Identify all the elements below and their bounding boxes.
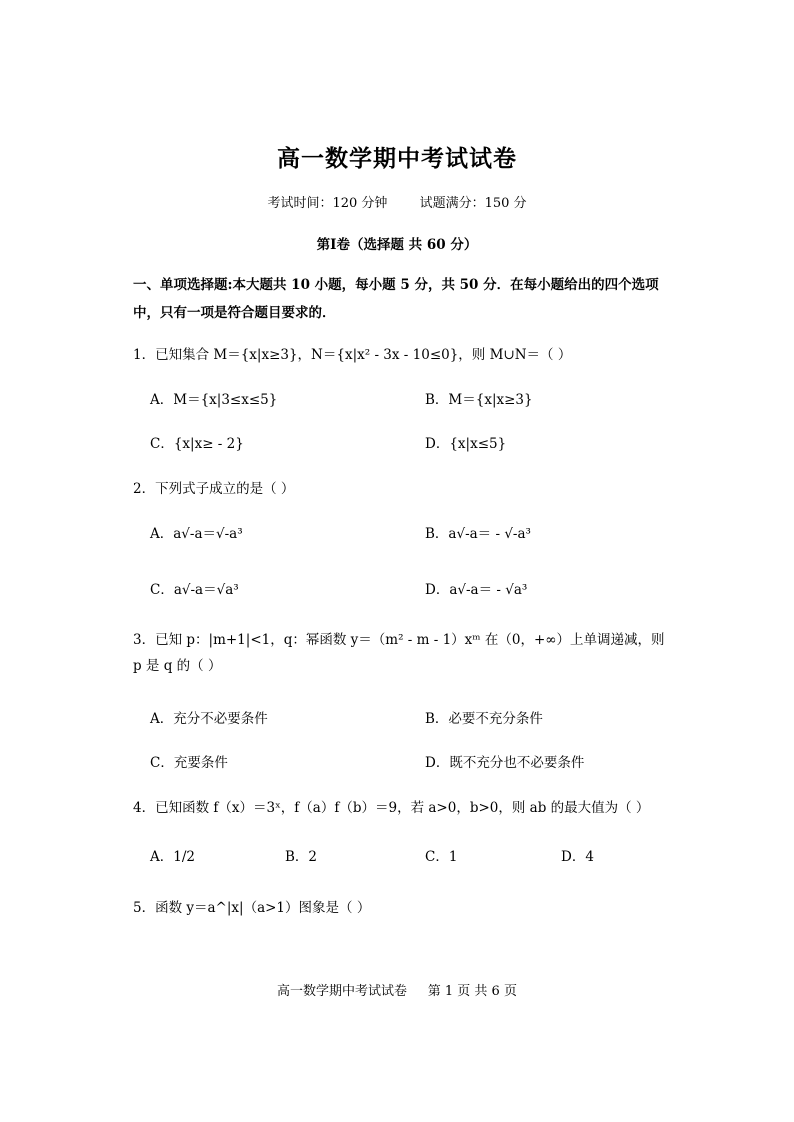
- question-2-option-d: D．a√-a＝ - √a³: [425, 582, 528, 598]
- question-5: [133, 896, 370, 916]
- page-footer: [0, 980, 794, 999]
- section-instructions: 一、单项选择题:本大题共 10 小题，每小题 5 分，共 50 分．在每小题给出的四个选项中，只有一项是符合题目要求的．: [133, 277, 659, 321]
- exam-score: 试题满分：150 分: [419, 196, 527, 211]
- question-3-text: 3．已知 p：|m+1|<1，q：幂函数 y＝（m² - m - 1）xᵐ 在（0，+∞）上单调递减，则 p 是 q 的（ ）: [133, 632, 665, 674]
- exam-time: 考试时间：120 分钟: [267, 196, 388, 211]
- question-4-option-b: B．2: [285, 849, 318, 865]
- question-5-text: 5．函数 y＝a^|x|（a>1）图象是（ ）: [133, 900, 371, 916]
- question-3-option-a: A．充分不必要条件: [150, 711, 268, 727]
- question-1-option-b: B．M＝{x|x≥3}: [425, 392, 533, 408]
- question-1-option-d: D．{x|x≤5}: [425, 436, 507, 452]
- question-4: [133, 796, 649, 816]
- question-2-option-a: A．a√-a＝√-a³: [150, 526, 243, 542]
- page-title: 高一数学期中考试试卷: [277, 146, 517, 172]
- footer-page-number: 第 1 页 共 6 页: [427, 984, 517, 999]
- exam-info: [0, 192, 794, 211]
- question-3-option-c: C．充要条件: [150, 755, 228, 771]
- question-3: [133, 627, 665, 679]
- section-title: 第Ⅰ卷（选择题 共 60 分）: [316, 237, 478, 253]
- footer-label: 高一数学期中考试试卷: [277, 984, 408, 999]
- question-1-option-c: C．{x|x≥ - 2}: [150, 436, 244, 452]
- question-1-text: 1．已知集合 M＝{x|x≥3}，N＝{x|x² - 3x - 10≤0}，则 M∪N＝（ ）: [133, 347, 572, 363]
- question-2-text: 2．下列式子成立的是（ ）: [133, 481, 295, 497]
- question-4-option-d: D．4: [561, 849, 594, 865]
- question-4-option-a: A．1/2: [150, 849, 195, 865]
- question-1-option-a: A．M＝{x|3≤x≤5}: [150, 392, 278, 408]
- question-2-option-b: B．a√-a＝ - √-a³: [425, 526, 531, 542]
- question-4-text: 4．已知函数 f（x）＝3ˣ，f（a）f（b）＝9，若 a>0，b>0，则 ab 的最大值为（ ）: [133, 800, 650, 816]
- question-2-option-c: C．a√-a＝√a³: [150, 582, 239, 598]
- question-2: [133, 477, 294, 497]
- question-3-option-b: B．必要不充分条件: [425, 711, 543, 727]
- question-4-option-c: C．1: [425, 849, 458, 865]
- question-3-option-d: D．既不充分也不必要条件: [425, 755, 585, 771]
- question-1: [133, 343, 571, 363]
